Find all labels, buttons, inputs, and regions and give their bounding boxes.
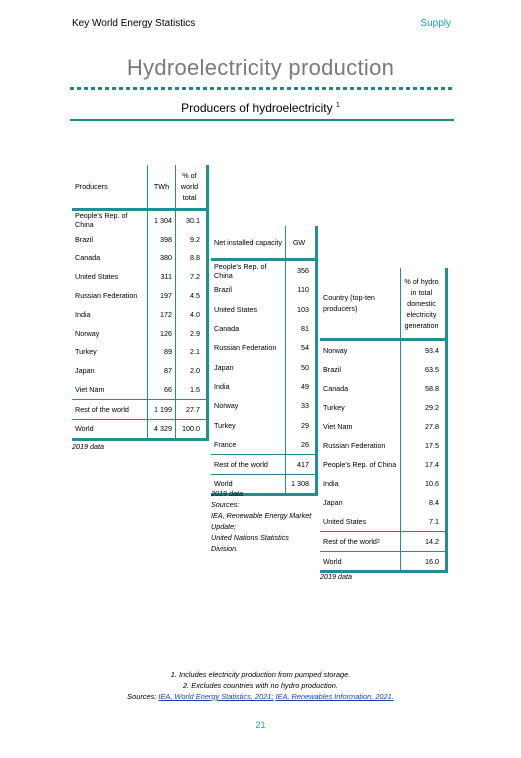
rest-gw: 417 [285, 455, 312, 474]
row-label: Norway [75, 328, 100, 338]
hydro-share-table-header [320, 268, 445, 341]
world-pct: 100.0 [175, 420, 203, 438]
table-row [72, 249, 206, 268]
capacity-table-body [211, 261, 315, 454]
row-value: 27.8 [400, 417, 442, 436]
row-value: 380 [147, 249, 175, 268]
row-label: Brazil [323, 365, 341, 374]
table-row [72, 230, 206, 249]
row-label: India [214, 381, 230, 391]
rest-label: Rest of the world [214, 459, 268, 469]
row-label: Norway [323, 346, 348, 355]
row-label: People's Rep. of China [75, 211, 128, 230]
producers-table-note: 2019 data [72, 442, 104, 451]
world-gw: 1 308 [285, 475, 312, 493]
row-value: 81 [285, 319, 312, 338]
table-row-rest [320, 531, 445, 551]
row-value: 4.0 [175, 305, 203, 324]
table-row-world [320, 551, 445, 570]
header-producers: Producers [75, 182, 108, 191]
row-value: 8.8 [175, 249, 203, 268]
row-value: 50 [285, 357, 312, 376]
note-line: IEA, Renewable Energy Market [211, 511, 312, 520]
table-row [320, 436, 445, 455]
rest-pct: 27.7 [175, 400, 203, 419]
table-row [72, 211, 206, 230]
producers-table-header [72, 165, 206, 211]
section-subtitle [0, 101, 521, 115]
table-row [211, 396, 315, 415]
header-gw: GW [285, 226, 312, 258]
row-value: 29.2 [400, 398, 442, 417]
row-value: 17.5 [400, 436, 442, 455]
world-label: World [75, 424, 94, 434]
table-row [72, 324, 206, 343]
sources-label: Sources: [127, 692, 157, 701]
note-line: Sources: [211, 500, 240, 509]
capacity-table-notes [211, 488, 323, 554]
row-value: 311 [147, 267, 175, 286]
row-value: 93.4 [400, 341, 442, 360]
row-label: India [323, 479, 339, 488]
row-label: Japan [75, 366, 95, 376]
table-row-world [72, 419, 206, 438]
row-value: 7.1 [400, 512, 442, 531]
note-line: Update; [211, 522, 237, 531]
table-row [211, 261, 315, 280]
table-row [72, 361, 206, 380]
row-value: 126 [147, 324, 175, 343]
producers-table [72, 165, 209, 441]
row-value: 398 [147, 230, 175, 249]
row-label: Canada [323, 384, 349, 393]
table-row [320, 398, 445, 417]
table-row [211, 319, 315, 338]
header-pct-world: % of world total [175, 165, 203, 208]
world-label: World [323, 556, 342, 566]
row-value: 2.1 [175, 343, 203, 362]
producers-table-body [72, 211, 206, 399]
header-hydro-share: % of hydro in total domestic electricity generation [400, 268, 442, 338]
table-row [320, 474, 445, 493]
table-row-rest [211, 454, 315, 474]
row-value: 172 [147, 305, 175, 324]
row-label: Russian Federation [75, 291, 138, 301]
row-value: 8.4 [400, 493, 442, 512]
hydro-share-table [320, 268, 448, 573]
hydro-share-table-body [320, 341, 445, 531]
table-row [72, 380, 206, 399]
running-header-title: Key World Energy Statistics [72, 18, 196, 29]
source-link-world-energy-statistics[interactable]: IEA, World Energy Statistics, 2021 [158, 692, 272, 701]
row-label: Japan [323, 498, 343, 507]
row-value: 33 [285, 396, 312, 415]
table-row [72, 305, 206, 324]
row-value: 1 304 [147, 211, 175, 230]
row-label: Brazil [214, 285, 232, 295]
header-country: Country (top-ten producers) [323, 293, 375, 313]
row-label: Viet Nam [323, 422, 353, 431]
table-row [211, 377, 315, 396]
capacity-table-header [211, 226, 315, 261]
table-row [211, 435, 315, 454]
row-label: Russian Federation [323, 441, 386, 450]
row-label: Brazil [75, 234, 93, 244]
row-value: 2.0 [175, 361, 203, 380]
world-share: 16.0 [400, 552, 442, 570]
table-row [211, 338, 315, 357]
page-number: 21 [255, 720, 266, 730]
table-row [211, 357, 315, 376]
source-link-renewables-information[interactable]: IEA, Renewables Information, 2021 [275, 692, 392, 701]
table-row [211, 280, 315, 299]
row-value: 29 [285, 415, 312, 434]
subtitle-footnote-mark: 1 [335, 102, 340, 109]
row-value: 54 [285, 338, 312, 357]
note-line: 2019 data [211, 489, 243, 498]
row-label: Turkey [214, 420, 236, 430]
row-value: 66 [147, 380, 175, 399]
table-row [320, 379, 445, 398]
row-label: People's Rep. of China [323, 460, 397, 469]
header-twh: TWh [147, 165, 175, 208]
row-label: Canada [75, 253, 101, 263]
title-dotted-rule [70, 87, 454, 90]
row-value: 49 [285, 377, 312, 396]
table-row [72, 343, 206, 362]
row-value: 30.1 [175, 211, 203, 230]
table-row [320, 512, 445, 531]
rest-share: 14.2 [400, 532, 442, 551]
subtitle-rule [70, 119, 454, 121]
row-value: 87 [147, 361, 175, 380]
row-value: 63.5 [400, 360, 442, 379]
row-value: 356 [285, 261, 312, 280]
row-value: 7.2 [175, 267, 203, 286]
table-row [320, 360, 445, 379]
row-value: 26 [285, 435, 312, 454]
rest-label: Rest of the world [75, 404, 129, 414]
row-value: 4.5 [175, 286, 203, 305]
row-value: 58.8 [400, 379, 442, 398]
table-row-rest [72, 399, 206, 419]
header-capacity: Net installed capacity [214, 237, 282, 247]
row-label: Turkey [323, 403, 345, 412]
row-value: 110 [285, 280, 312, 299]
row-label: India [75, 309, 91, 319]
row-value: 9.2 [175, 230, 203, 249]
row-value: 89 [147, 343, 175, 362]
row-value: 103 [285, 300, 312, 319]
subtitle-text: Producers of hydroelectricity [181, 101, 333, 115]
table-row [72, 267, 206, 286]
row-label: United States [214, 304, 258, 314]
row-value: 10.6 [400, 474, 442, 493]
row-label: United States [75, 272, 119, 282]
table-row [211, 415, 315, 434]
note-line: Division. [211, 544, 239, 553]
row-label: United States [323, 517, 367, 526]
rest-label-text: Rest of the world [323, 537, 377, 546]
rest-label [320, 532, 400, 551]
sources-line: Sources: IEA, World Energy Statistics, 2021; IEA, Renewables Information, 2021. [127, 692, 394, 701]
footnote-1: 1. Includes electricity production from pumped storage. [170, 670, 351, 679]
table-row [320, 493, 445, 512]
capacity-table [211, 226, 318, 496]
table-row [320, 341, 445, 360]
row-label: Turkey [75, 347, 97, 357]
row-value: 17.4 [400, 455, 442, 474]
row-label: Russian Federation [214, 343, 277, 353]
page-title: Hydroelectricity production [126, 55, 395, 80]
hydro-share-table-note: 2019 data [320, 572, 352, 581]
row-label: Japan [214, 362, 234, 372]
rest-footnote-mark: 2 [376, 538, 380, 545]
world-label: World [214, 479, 233, 489]
footnote-2: 2. Excludes countries with no hydro production. [183, 681, 338, 690]
row-value: 1.5 [175, 380, 203, 399]
table-row [72, 286, 206, 305]
note-line: United Nations Statistics [211, 533, 289, 542]
table-row [320, 417, 445, 436]
row-label: People's Rep. of China [214, 261, 267, 280]
row-label: Canada [214, 324, 240, 334]
row-label: France [214, 439, 237, 449]
table-row [320, 455, 445, 474]
row-value: 197 [147, 286, 175, 305]
running-header-section: Supply [420, 18, 451, 29]
world-twh: 4 329 [147, 420, 175, 438]
row-label: Viet Nam [75, 385, 105, 395]
row-value: 2.9 [175, 324, 203, 343]
table-row [211, 300, 315, 319]
rest-twh: 1 199 [147, 400, 175, 419]
footnotes [0, 669, 521, 702]
row-label: Norway [214, 401, 239, 411]
